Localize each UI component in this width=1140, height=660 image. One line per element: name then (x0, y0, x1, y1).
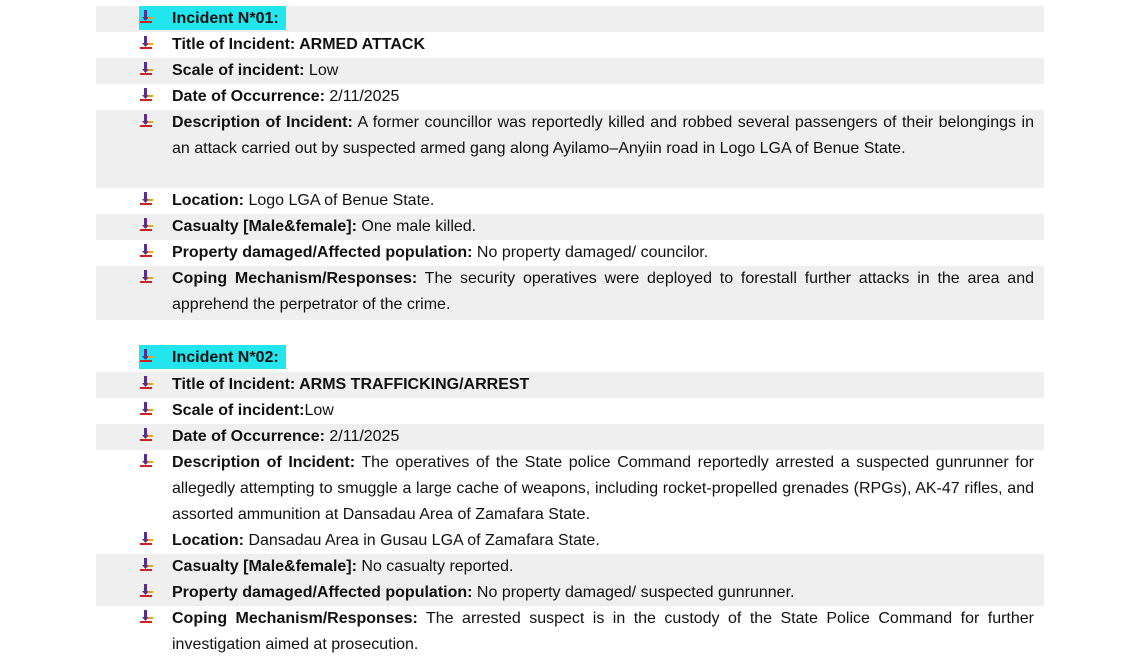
incident-2-field-date (96, 424, 1044, 450)
incident-1-field-date (96, 84, 1044, 110)
incident-2-field-location (96, 528, 1044, 554)
incident-2-field-property (96, 580, 1044, 606)
field-label: Title of Incident: ARMS TRAFFICKING/ARREST (172, 376, 530, 393)
incident-2-field-title (96, 372, 1044, 398)
field-label: Property damaged/Affected population: (172, 584, 473, 601)
arrow-bullet-icon (139, 35, 155, 51)
arrow-bullet-icon (139, 348, 155, 364)
arrow-bullet-icon (139, 87, 155, 103)
field-value: One male killed. (356, 218, 477, 235)
arrow-bullet-icon (139, 243, 155, 259)
arrow-bullet-icon (139, 453, 155, 469)
incident-1-field-scale (96, 58, 1044, 84)
arrow-bullet-icon (139, 427, 155, 443)
arrow-bullet-icon (139, 9, 155, 25)
arrow-bullet-icon (139, 401, 155, 417)
field-label: Location: (172, 192, 244, 209)
field-label: Casualty [Male&female]: (172, 218, 357, 235)
incident-header: Incident N*01: (172, 10, 279, 27)
incident-1-field-title (96, 32, 1044, 58)
incident-2-field-scale (96, 398, 1044, 424)
incident-1-field-property (96, 240, 1044, 266)
field-value: 2/11/2025 (324, 428, 400, 445)
field-label: Date of Occurrence: (172, 428, 325, 445)
arrow-bullet-icon (139, 531, 155, 547)
incident-2-field-coping (96, 606, 1044, 660)
arrow-bullet-icon (139, 609, 155, 625)
field-label: Description of Incident: (172, 454, 356, 471)
field-value: Logo LGA of Benue State. (244, 192, 435, 209)
field-label: Location: (172, 532, 244, 549)
field-value: Low (304, 62, 339, 79)
arrow-bullet-icon (139, 583, 155, 599)
incident-2-field-description (96, 450, 1044, 528)
arrow-bullet-icon (139, 61, 155, 77)
field-value: No property damaged/ suspected gunrunner. (472, 584, 795, 601)
field-label: Coping Mechanism/Responses: (172, 270, 418, 287)
arrow-bullet-icon (139, 217, 155, 233)
incident-1-field-location (96, 188, 1044, 214)
arrow-bullet-icon (139, 191, 155, 207)
incident-1-field-coping (96, 266, 1044, 320)
arrow-bullet-icon (139, 557, 155, 573)
field-label: Description of Incident: (172, 114, 353, 131)
field-label: Scale of incident: (172, 402, 305, 419)
incident-header: Incident N*02: (172, 349, 279, 366)
field-value: The arrested suspect is in the custody of the State Police Command for further investigation aimed at prosecution. (172, 610, 1035, 653)
field-label: Casualty [Male&female]: (172, 558, 357, 575)
field-value: Dansadau Area in Gusau LGA of Zamafara State. (244, 532, 600, 549)
arrow-bullet-icon (139, 269, 155, 285)
field-label: Coping Mechanism/Responses: (172, 610, 418, 627)
arrow-bullet-icon (139, 113, 155, 129)
field-value: Low (304, 402, 334, 419)
incident-2-header-row (96, 345, 1044, 371)
incident-1-field-casualty (96, 214, 1044, 240)
field-value: The operatives of the State police Command reportedly arrested a suspected gunrunner for allegedly attempting to smuggle a large cache of weapons, including rocket-propelled grenades (RPGs), AK-47 rifles, and assorted ammunition at Dansadau Area of Zamafara State. (172, 454, 1034, 523)
field-value: No casualty reported. (356, 558, 514, 575)
incident-1-header-row (96, 6, 1044, 32)
field-value: The security operatives were deployed to forestall further attacks in the area and apprehend the perpetrator of the crime. (172, 270, 1034, 313)
field-label: Property damaged/Affected population: (172, 244, 473, 261)
arrow-bullet-icon (139, 375, 155, 391)
incident-2-field-casualty (96, 554, 1044, 580)
field-label: Scale of incident: (172, 62, 305, 79)
field-value: 2/11/2025 (324, 88, 400, 105)
incident-1-field-description (96, 110, 1044, 188)
field-label: Date of Occurrence: (172, 88, 325, 105)
field-value: A former councillor was reportedly killed and robbed several passengers of their belongings in an attack carried out by suspected armed gang along Ayilamo–Anyiin road in Logo LGA of Benue State. (172, 114, 1035, 157)
field-value: No property damaged/ councilor. (472, 244, 709, 261)
field-label: Title of Incident: ARMED ATTACK (172, 36, 426, 53)
